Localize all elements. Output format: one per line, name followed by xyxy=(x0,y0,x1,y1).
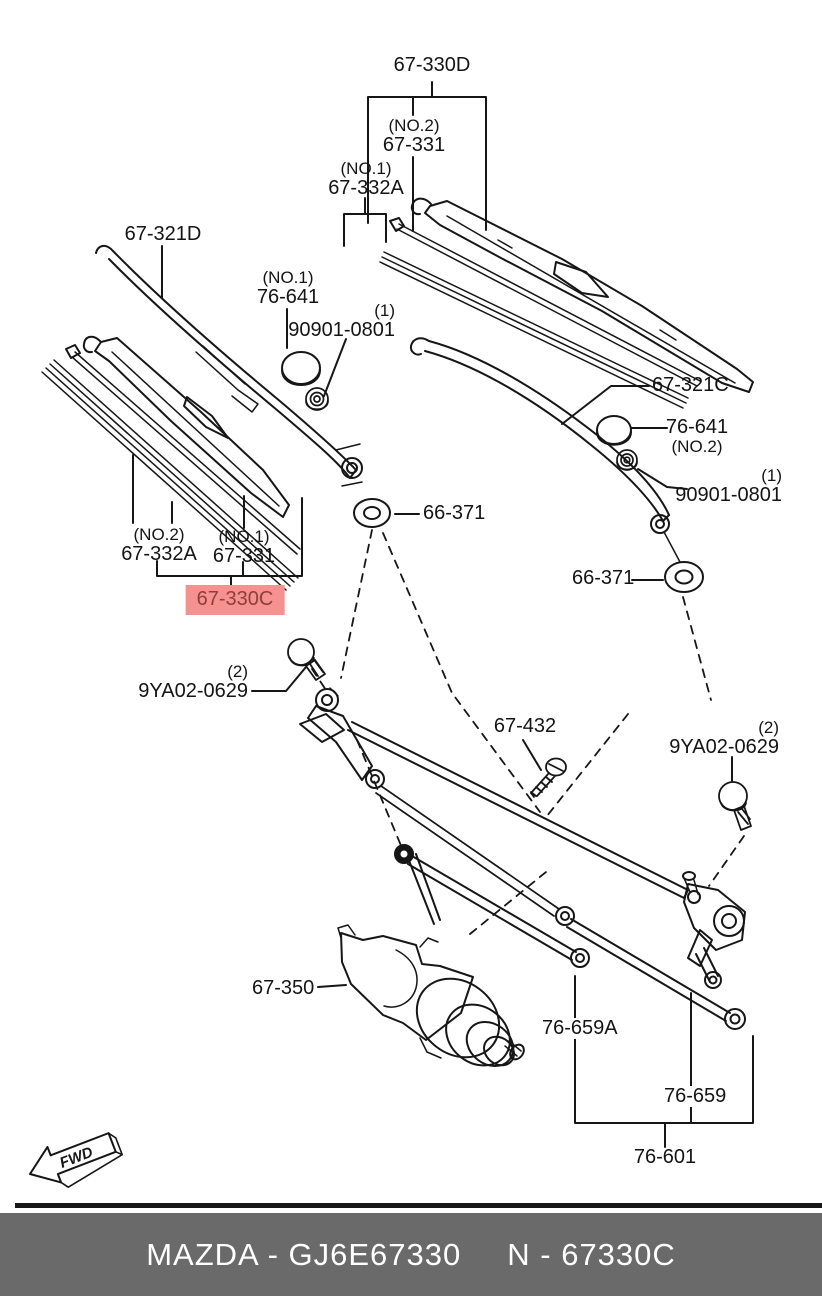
bolt-left xyxy=(288,639,325,680)
part-label-67-350[interactable]: 67-350 xyxy=(252,977,315,999)
part-label-67-432[interactable]: 67-432 xyxy=(493,715,557,737)
part-label-67-332a-no2-bottom[interactable]: (NO.2) 67-332A xyxy=(121,525,197,565)
washer-left xyxy=(354,499,390,527)
part-label-66-371-left[interactable]: 66-371 xyxy=(423,502,486,524)
part-label-67-332a-no1-top[interactable]: (NO.1) 67-332A xyxy=(328,159,404,199)
part-label-76-659a[interactable]: 76-659A xyxy=(539,1018,621,1039)
leader-67-350 xyxy=(318,985,346,987)
screw-67-432 xyxy=(531,759,566,798)
grommet-left xyxy=(306,388,328,410)
part-label-9ya02-0629-left[interactable]: (2) 9YA02-0629 xyxy=(138,662,248,702)
part-label-76-641-no2[interactable]: 76-641 (NO.2) xyxy=(665,416,729,456)
motor-crank xyxy=(395,845,440,924)
part-label-90901-0801-left[interactable]: (1) 90901-0801 xyxy=(288,301,395,341)
part-label-76-641-no1[interactable]: (NO.1) 76-641 xyxy=(256,268,320,308)
part-label-90901-0801-right[interactable]: (1) 90901-0801 xyxy=(675,466,782,506)
part-label-67-331-no2-top[interactable]: (NO.2) 67-331 xyxy=(382,116,446,156)
part-label-66-371-right[interactable]: 66-371 xyxy=(572,567,635,589)
pivot-cap-left xyxy=(282,352,320,385)
part-label-67-321c[interactable]: 67-321C xyxy=(652,374,729,396)
drive-rod-main xyxy=(348,722,688,898)
pivot-cap-right xyxy=(597,416,631,445)
leader-90901-left xyxy=(324,339,346,396)
wiper-motor xyxy=(338,925,527,1078)
fwd-arrow-icon xyxy=(23,1123,126,1198)
link-rod-a xyxy=(556,907,745,1029)
leader-67-432 xyxy=(523,740,541,770)
fwd-label: FWD xyxy=(57,1143,96,1172)
wiper-arm-left xyxy=(96,246,362,486)
part-label-76-659[interactable]: 76-659 xyxy=(661,1086,729,1107)
bolt-right xyxy=(719,782,751,830)
footer-divider-line xyxy=(15,1203,822,1208)
footer-part-ref: N - 67330C xyxy=(507,1236,676,1272)
footer-catalog-code: MAZDA - GJ6E67330 xyxy=(146,1236,462,1272)
pivot-crank-right xyxy=(683,872,745,988)
leader-9ya02-left xyxy=(252,667,306,691)
part-label-67-321d[interactable]: 67-321D xyxy=(124,223,202,245)
bracket-76-601-group xyxy=(575,976,753,1147)
part-label-9ya02-0629-right[interactable]: (2) 9YA02-0629 xyxy=(669,718,779,758)
part-label-67-330d[interactable]: 67-330D xyxy=(393,54,471,76)
part-label-67-331-no1-bottom[interactable]: (NO.1) 67-331 xyxy=(212,527,276,567)
part-label-76-601[interactable]: 76-601 xyxy=(633,1146,697,1168)
footer-bar xyxy=(0,1213,822,1296)
washer-right xyxy=(665,562,703,592)
wiper-arm-right xyxy=(411,338,680,562)
part-label-67-330c-highlighted[interactable]: 67-330C xyxy=(186,585,285,615)
